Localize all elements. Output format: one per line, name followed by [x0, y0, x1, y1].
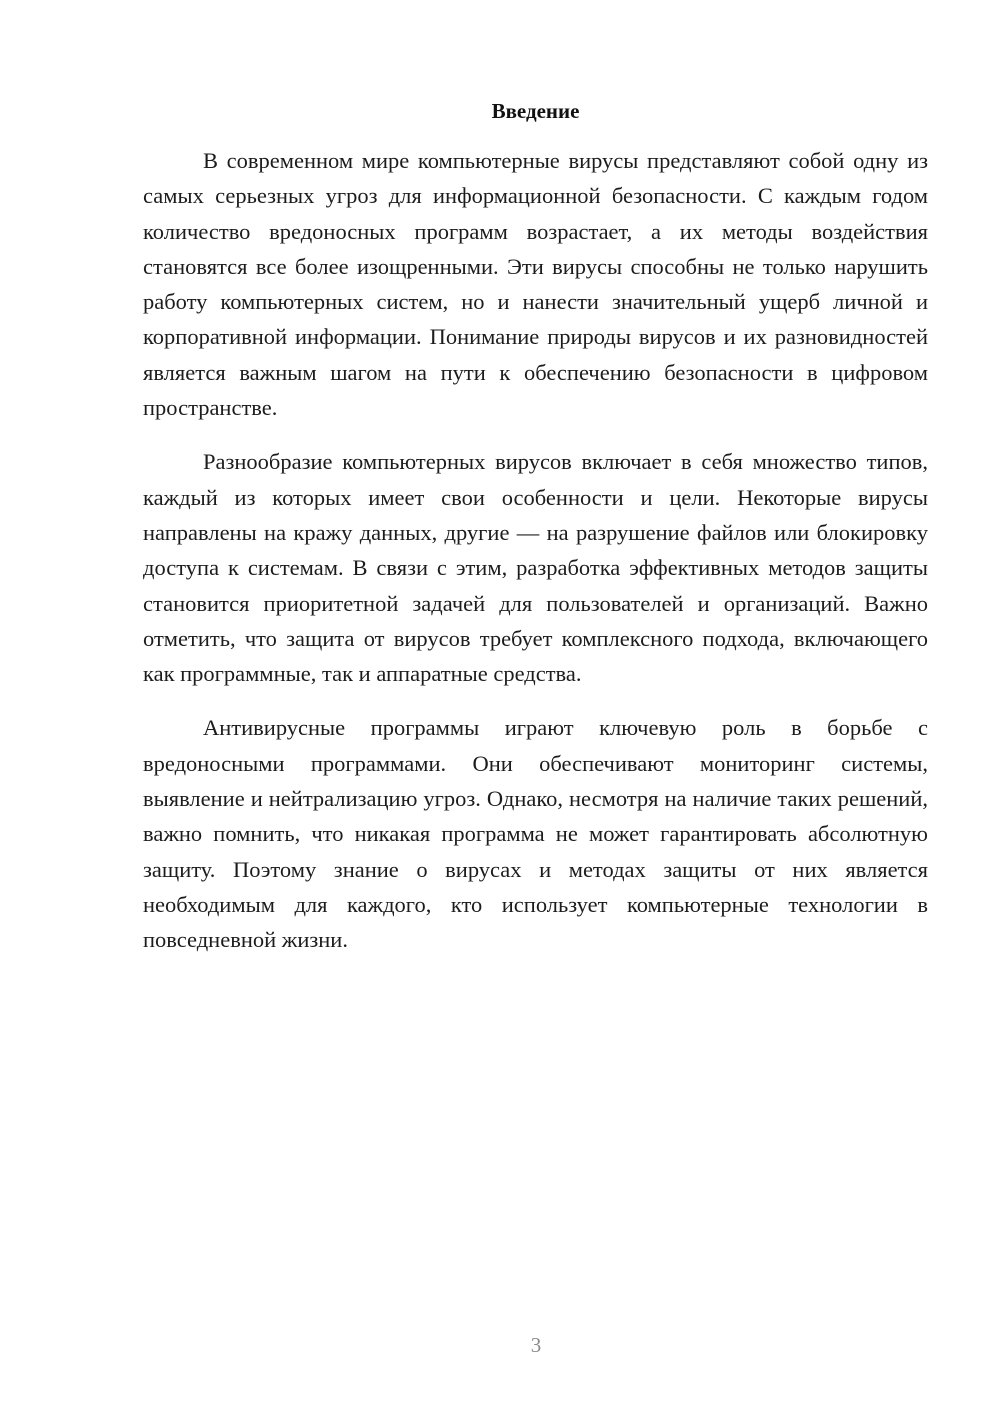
paragraph-1: В современном мире компьютерные вирусы представляют собой одну из самых серьезных угроз для информационной безопасности. С каждым годом количество вредоносных программ возрастает, а их методы воздействия становятся все более изощренными. Эти вирусы способны не только нарушить работу компьютерных систем, но и нанести значительный ущерб личной и корпоративной информации. Понимание природы вирусов и их разновидностей является важным шагом на пути к обеспечению безопасности в цифровом пространстве. — [143, 148, 928, 421]
paragraph-3: Антивирусные программы играют ключевую роль в борьбе с вредоносными программами. Они обеспечивают мониторинг системы, выявление и нейтрализацию угроз. Однако, несмотря на наличие таких решений, важно помнить, что никакая программа не может гарантировать абсолютную защиту. Поэтому знание о вирусах и методах защиты от них является необходимым для каждого, кто использует компьютерные технологии в повседневной жизни. — [143, 715, 928, 953]
page-content — [143, 96, 928, 977]
paragraph-2: Разнообразие компьютерных вирусов включает в себя множество типов, каждый из которых имеет свои особенности и цели. Некоторые вирусы направлены на кражу данных, другие — на разрушение файлов или блокировку доступа к системам. В связи с этим, разработка эффективных методов защиты становится приоритетной задачей для пользователей и организаций. Важно отметить, что защита от вирусов требует комплексного подхода, включающего как программные, так и аппаратные средства. — [143, 449, 928, 687]
page-number: 3 — [530, 1333, 542, 1357]
section-heading: Введение — [491, 99, 580, 123]
